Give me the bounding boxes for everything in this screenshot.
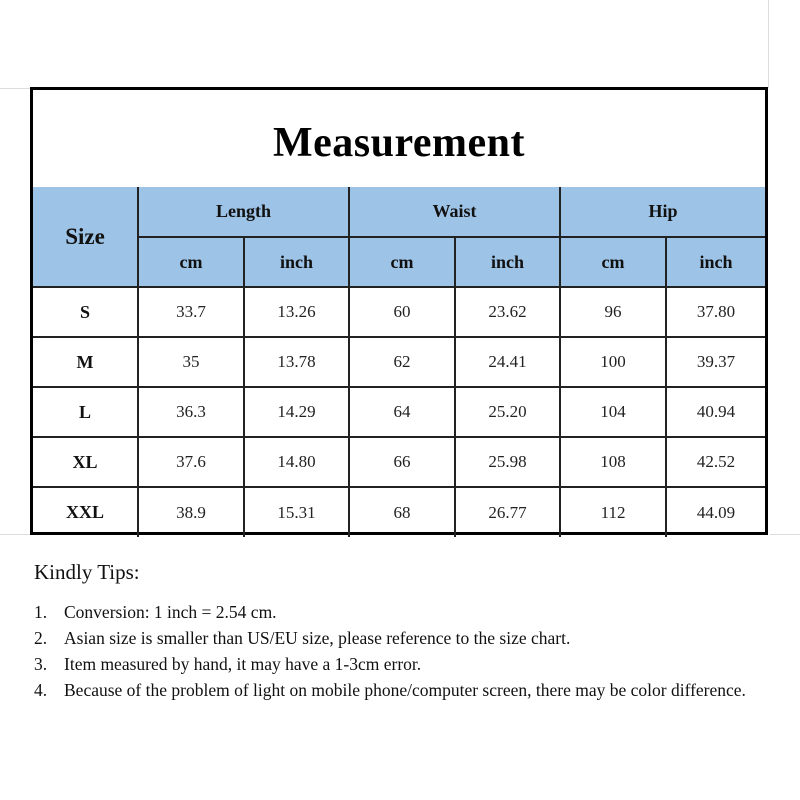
table-row: [33, 437, 765, 487]
waist-header: Waist: [349, 187, 560, 237]
hip-inch-cell: 42.52: [666, 437, 765, 487]
waist-cm-cell: 66: [349, 437, 455, 487]
tip-item: [34, 651, 774, 677]
length-cm-cell: 33.7: [138, 287, 244, 337]
length-cm-cell: 37.6: [138, 437, 244, 487]
hip-inch-cell: 44.09: [666, 487, 765, 537]
waist-cm-cell: 68: [349, 487, 455, 537]
tip-text: Item measured by hand, it may have a 1-3cm error.: [64, 654, 422, 674]
tips-title: Kindly Tips:: [34, 560, 140, 584]
waist-inch-header: inch: [455, 237, 560, 287]
tip-item: [34, 677, 774, 703]
tips-section: [34, 560, 774, 703]
size-cell: XL: [33, 437, 138, 487]
length-inch-cell: 13.78: [244, 337, 349, 387]
tip-number: 2.: [34, 628, 48, 648]
hip-cm-header: cm: [560, 237, 666, 287]
page-guide-top-right: [768, 0, 769, 88]
waist-inch-cell: 25.98: [455, 437, 560, 487]
hip-cm-cell: 96: [560, 287, 666, 337]
size-cell: L: [33, 387, 138, 437]
length-inch-cell: 14.80: [244, 437, 349, 487]
length-inch-cell: 15.31: [244, 487, 349, 537]
waist-inch-cell: 24.41: [455, 337, 560, 387]
length-inch-header: inch: [244, 237, 349, 287]
page-guide-bottom-right: [770, 534, 800, 535]
length-cm-cell: 35: [138, 337, 244, 387]
size-cell: XXL: [33, 487, 138, 537]
size-cell: S: [33, 287, 138, 337]
table-row: [33, 287, 765, 337]
hip-inch-cell: 40.94: [666, 387, 765, 437]
waist-inch-cell: 26.77: [455, 487, 560, 537]
waist-inch-cell: 23.62: [455, 287, 560, 337]
tip-text: Conversion: 1 inch = 2.54 cm.: [64, 602, 277, 622]
tip-text: Because of the problem of light on mobile phone/computer screen, there may be color difference.: [64, 680, 746, 700]
table-row: [33, 487, 765, 537]
waist-cm-header: cm: [349, 237, 455, 287]
tips-list: [34, 599, 774, 703]
header-group-row: [33, 187, 765, 237]
hip-cm-cell: 104: [560, 387, 666, 437]
hip-inch-cell: 39.37: [666, 337, 765, 387]
length-inch-cell: 13.26: [244, 287, 349, 337]
tip-item: [34, 599, 774, 625]
waist-cm-cell: 62: [349, 337, 455, 387]
hip-header: Hip: [560, 187, 765, 237]
size-chart: [30, 87, 768, 535]
tip-number: 4.: [34, 680, 48, 700]
length-cm-cell: 38.9: [138, 487, 244, 537]
tip-item: [34, 625, 774, 651]
waist-inch-cell: 25.20: [455, 387, 560, 437]
size-header: Size: [33, 187, 138, 287]
chart-title: Measurement: [273, 119, 525, 166]
length-inch-cell: 14.29: [244, 387, 349, 437]
hip-cm-cell: 108: [560, 437, 666, 487]
hip-inch-header: inch: [666, 237, 765, 287]
page-guide-top-left: [0, 88, 30, 89]
page-guide-bottom-left: [0, 534, 30, 535]
length-cm-cell: 36.3: [138, 387, 244, 437]
waist-cm-cell: 64: [349, 387, 455, 437]
length-header: Length: [138, 187, 349, 237]
tip-number: 3.: [34, 654, 48, 674]
table-row: [33, 387, 765, 437]
tip-text: Asian size is smaller than US/EU size, please reference to the size chart.: [64, 628, 571, 648]
table-row: [33, 337, 765, 387]
waist-cm-cell: 60: [349, 287, 455, 337]
measurement-table: [33, 187, 765, 537]
title-row: [33, 90, 765, 189]
size-cell: M: [33, 337, 138, 387]
length-cm-header: cm: [138, 237, 244, 287]
tip-number: 1.: [34, 602, 48, 622]
hip-cm-cell: 112: [560, 487, 666, 537]
hip-cm-cell: 100: [560, 337, 666, 387]
hip-inch-cell: 37.80: [666, 287, 765, 337]
header-unit-row: [33, 237, 765, 287]
